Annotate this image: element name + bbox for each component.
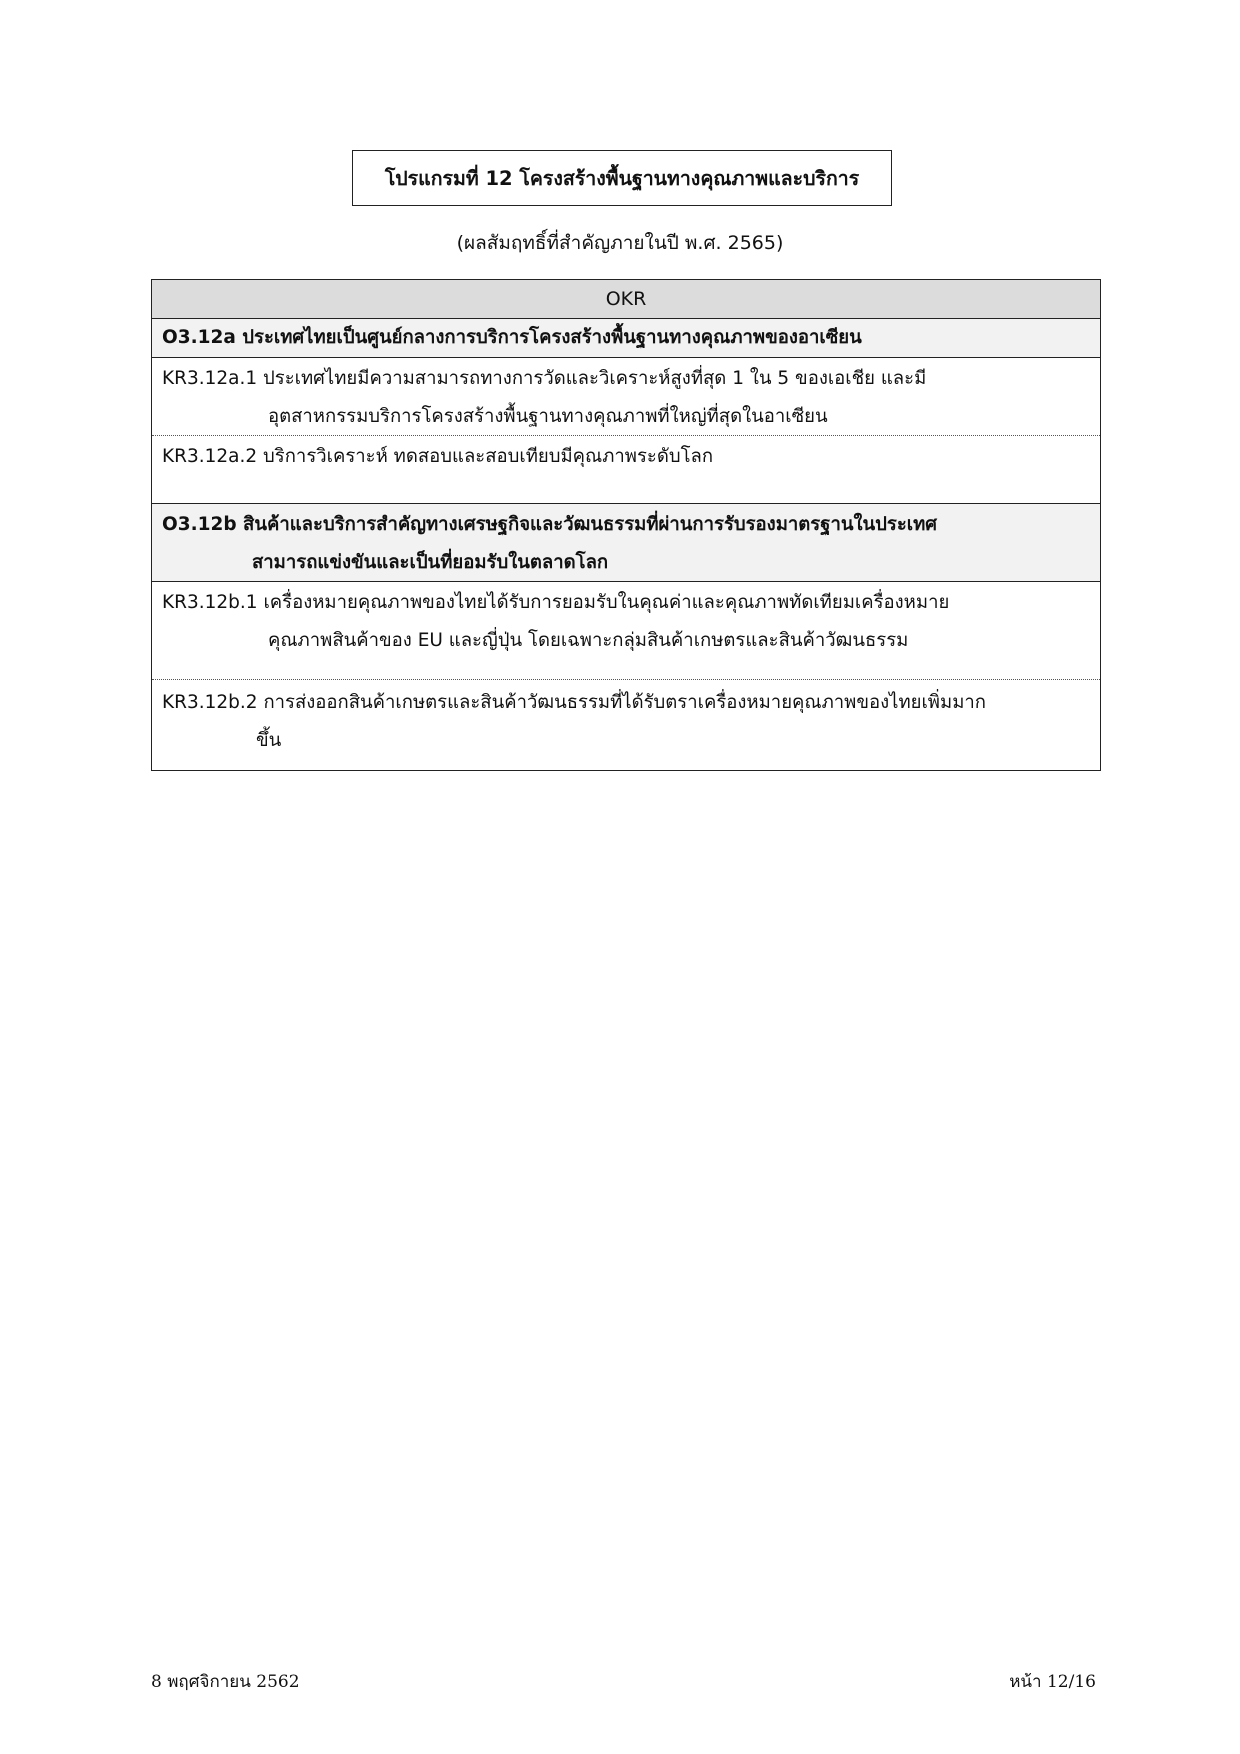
key-result-kr3-12b-1 [152,582,1100,680]
key-result-kr3-12a-1-line1: KR3.12a.1 ประเทศไทยมีความสามารถทางการวัดและวิเคราะห์สูงที่สุด 1 ใน 5 ของเอเชีย และมี [162,368,927,389]
key-result-kr3-12b-2 [152,680,1100,770]
subtitle: (ผลสัมฤทธิ์ที่สำคัญภายในปี พ.ศ. 2565) [456,232,784,254]
key-result-kr3-12a-2 [152,436,1100,504]
objective-o3-12b-line1: O3.12b สินค้าและบริการสำคัญทางเศรษฐกิจและวัฒนธรรมที่ผ่านการรับรองมาตรฐานในประเทศ [162,514,938,535]
program-title-box [352,150,892,206]
objective-o3-12b [152,504,1100,582]
objective-o3-12a-text: O3.12a ประเทศไทยเป็นศูนย์กลางการบริการโครงสร้างพื้นฐานทางคุณภาพของอาเซียน [162,327,862,348]
okr-header-label: OKR [605,288,647,310]
key-result-kr3-12a-1-line2: อุตสาหกรรมบริการโครงสร้างพื้นฐานทางคุณภาพที่ใหญ่ที่สุดในอาเซียน [268,406,828,427]
footer-page-number: หน้า 12/16 [1009,1672,1096,1692]
key-result-kr3-12a-2-line1: KR3.12a.2 บริการวิเคราะห์ ทดสอบและสอบเทียบมีคุณภาพระดับโลก [162,446,714,467]
key-result-kr3-12b-2-line1: KR3.12b.2 การส่งออกสินค้าเกษตรและสินค้าวัฒนธรรมที่ได้รับตราเครื่องหมายคุณภาพของไทยเพิ่มมาก [162,692,986,713]
footer-date: 8 พฤศจิกายน 2562 [151,1672,300,1692]
key-result-kr3-12b-1-line1: KR3.12b.1 เครื่องหมายคุณภาพของไทยได้รับการยอมรับในคุณค่าและคุณภาพทัดเทียมเครื่องหมาย [162,592,950,613]
objective-o3-12a [152,319,1100,358]
okr-table [151,279,1101,771]
objective-o3-12b-line2: สามารถแข่งขันและเป็นที่ยอมรับในตลาดโลก [252,552,609,573]
okr-table-header [152,280,1100,319]
key-result-kr3-12b-1-line2: คุณภาพสินค้าของ EU และญี่ปุ่น โดยเฉพาะกลุ่มสินค้าเกษตรและสินค้าวัฒนธรรม [268,630,909,651]
program-title: โปรแกรมที่ 12 โครงสร้างพื้นฐานทางคุณภาพและบริการ [384,166,860,190]
key-result-kr3-12b-2-line2: ขึ้น [256,730,282,751]
key-result-kr3-12a-1 [152,358,1100,436]
